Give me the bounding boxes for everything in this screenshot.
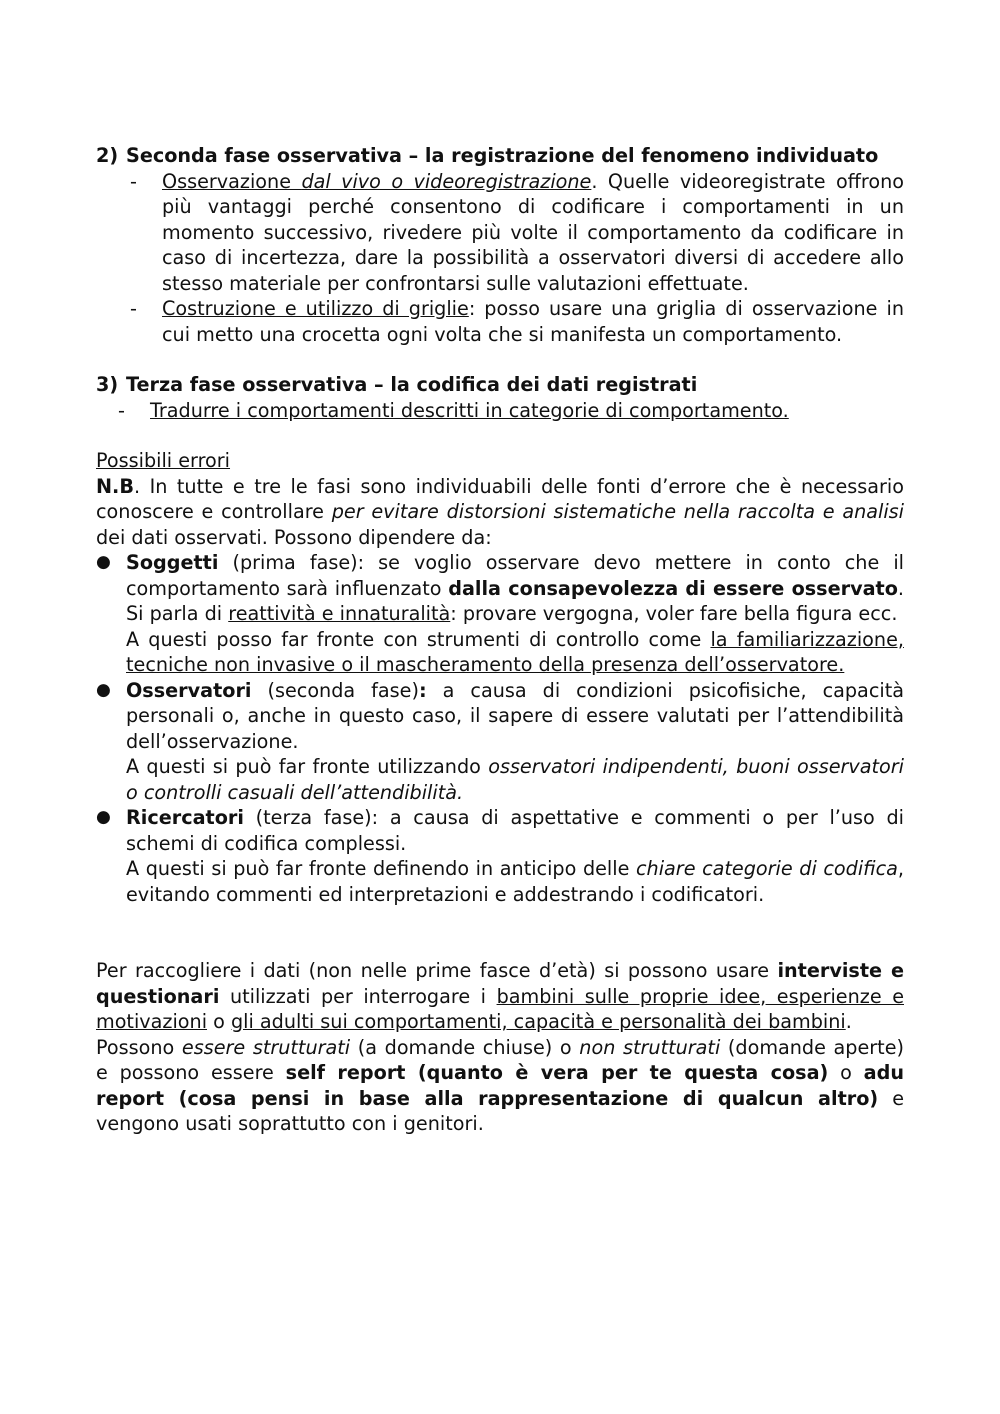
closing-1-text-6: gli adulti sui comportamenti, capacità e personalità dei bambini xyxy=(230,1010,846,1033)
ricercatori-remedy-text-1: A questi si può far fronte definendo in anticipo delle xyxy=(126,857,636,880)
bullet-icon: ● xyxy=(96,552,111,572)
ricercatori-remedy-text-2: chiare categorie di codifica xyxy=(636,857,898,880)
ricercatori-remedy xyxy=(96,856,904,907)
dash-marker: - xyxy=(130,169,137,193)
closing-2-text-7: o xyxy=(828,1061,864,1084)
closing-2-text-8: adu report (cosa pensi in base alla rappresentazione di qualcun altro) xyxy=(96,1061,904,1110)
closing-2-text-3: (a domande chiuse) o xyxy=(350,1035,580,1059)
section-3-heading xyxy=(96,372,904,398)
section-3-item-text: Tradurre i comportamenti descritti in categorie di comportamento. xyxy=(150,398,789,422)
soggetti-remedy-text-1: A questi posso far fronte con strumenti di controllo come xyxy=(126,627,711,651)
osservatori-remedy-text-1: A questi si può far fronte utilizzando xyxy=(126,755,489,778)
closing-2-text-2: essere strutturati xyxy=(181,1035,351,1059)
bullet-icon: ● xyxy=(96,679,111,700)
soggetti-text-3: dalla consapevolezza di essere osservato xyxy=(448,576,898,600)
osservatori-text-4: a causa di condizioni psicofisiche, capacità personali o, anche in questo caso, il sapere di essere valutati per l’attendibilità dell’osservazione. xyxy=(126,678,904,753)
closing-2-text-5: (domande aperte) e possono essere xyxy=(96,1035,904,1084)
bullet-osservatori xyxy=(96,678,904,755)
soggetti-text-4: . Si parla di xyxy=(126,576,904,625)
soggetti-text-2: (prima fase): se voglio osservare devo mettere in conto che il comportamento sarà influenzato xyxy=(126,551,904,600)
section-3-number: 3) xyxy=(96,373,119,396)
item-2-text-1: Costruzione e utilizzo di griglie xyxy=(162,297,469,320)
bullet-icon: ● xyxy=(96,807,111,827)
item-1-text-2: dal vivo o videoregistrazione xyxy=(301,169,592,193)
closing-2-text-6: self report (quanto è vera per te questa cosa) xyxy=(285,1061,829,1084)
document-page xyxy=(96,143,904,1137)
section-3-item-1 xyxy=(96,398,904,424)
closing-2-text-1: Possono xyxy=(96,1035,182,1059)
osservatori-text-3: : xyxy=(418,678,427,702)
soggetti-text-6: : provare vergogna, voler fare bella figura ecc. xyxy=(450,602,898,625)
osservatori-remedy xyxy=(96,754,904,805)
nb-label: N.B xyxy=(96,474,134,498)
closing-paragraph-2 xyxy=(96,1035,904,1137)
ricercatori-text-2: (terza fase): a causa di aspettative e commenti o per l’uso di schemi di codifica complessi. xyxy=(126,806,904,855)
errors-heading xyxy=(96,448,904,474)
item-1-text-1: Osservazione xyxy=(162,169,302,193)
errors-heading-text: Possibili errori xyxy=(96,449,231,472)
bullet-soggetti xyxy=(96,550,904,627)
soggetti-remedy xyxy=(96,627,904,678)
closing-1-text-2: interviste e questionari xyxy=(96,959,904,1008)
errors-intro xyxy=(96,474,904,551)
intro-text-2: . In tutte e tre le fasi sono individuabili delle fonti d’errore che è necessario conoscere e controllare xyxy=(96,474,904,523)
closing-1-text-4: bambini sulle proprie idee, esperienze e motivazioni xyxy=(96,984,904,1033)
section-2-heading xyxy=(96,143,904,169)
section-3-title: Terza fase osservativa – la codifica dei dati registrati xyxy=(126,373,698,396)
ricercatori-remedy-text-3: , evitando commenti ed interpretazioni e addestrando i codificatori. xyxy=(126,857,904,906)
dash-marker: - xyxy=(118,398,125,422)
closing-1-text-3: utilizzati per interrogare i xyxy=(219,984,497,1008)
osservatori-remedy-text-2: osservatori indipendenti, buoni osservatori o controlli casuali dell’attendibilità. xyxy=(126,755,904,804)
intro-text-4: dei dati osservati. Possono dipendere da: xyxy=(96,525,492,549)
soggetti-remedy-text-2: la familiarizzazione, tecniche non invasive o il mascheramento della presenza dell’osservatore. xyxy=(126,627,904,676)
section-2-item-2 xyxy=(96,296,904,347)
intro-text-3: per evitare distorsioni sistematiche nella raccolta e analisi xyxy=(331,500,904,523)
closing-1-text-7: . xyxy=(845,1010,852,1033)
section-2-title: Seconda fase osservativa – la registrazione del fenomeno individuato xyxy=(126,144,879,167)
closing-2-text-9: e vengono usati soprattutto con i genitori. xyxy=(96,1086,904,1135)
item-1-text-3: . Quelle videoregistrate offrono più vantaggi perché consentono di codificare i comportamenti in un momento successivo, rivedere più volte il comportamento da codificare in caso di incertezza, dare la possibilità a osservatori diversi di accedere allo stesso materiale per confrontarsi sulle valutazioni effettuate. xyxy=(162,169,905,295)
closing-paragraph-1 xyxy=(96,958,904,1035)
ricercatori-label: Ricercatori xyxy=(126,806,244,829)
bullet-ricercatori xyxy=(96,805,904,856)
osservatori-text-2: (seconda fase) xyxy=(251,678,419,702)
osservatori-label: Osservatori xyxy=(126,678,252,702)
section-2-item-1 xyxy=(96,169,904,297)
soggetti-text-5: reattività e innaturalità xyxy=(228,602,451,625)
section-2-number: 2) xyxy=(96,144,119,167)
soggetti-label: Soggetti xyxy=(126,551,219,574)
closing-2-text-4: non strutturati xyxy=(579,1035,721,1059)
item-2-text-2: : posso usare una griglia di osservazione in cui metto una crocetta ogni volta che si manifesta un comportamento. xyxy=(162,297,904,346)
closing-1-text-5: o xyxy=(207,1010,231,1033)
dash-marker: - xyxy=(130,297,137,320)
closing-1-text-1: Per raccogliere i dati (non nelle prime fasce d’età) si possono usare xyxy=(96,959,778,982)
